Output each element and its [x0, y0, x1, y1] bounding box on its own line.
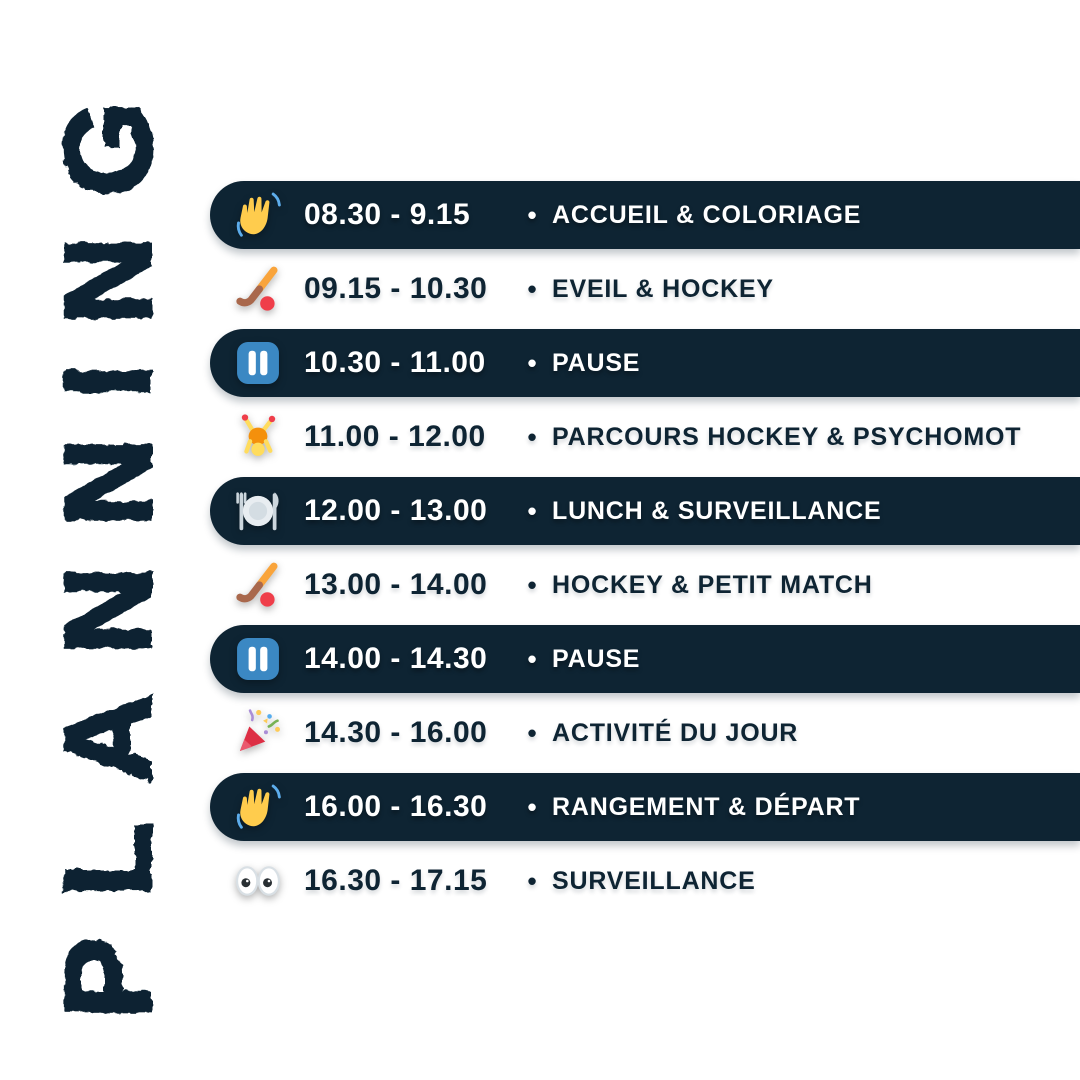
time-range: 08.30 - 9.15	[304, 198, 471, 231]
pause-button-icon	[232, 337, 284, 389]
waving-hand-icon	[232, 189, 284, 241]
activity-label: EVEIL & HOCKEY	[552, 274, 774, 303]
bullet-point: •	[527, 421, 537, 452]
waving-hand-icon	[232, 781, 284, 833]
field-hockey-icon	[232, 263, 284, 315]
time-range: 10.30 - 11.00	[304, 346, 486, 379]
activity-label: PARCOURS HOCKEY & PSYCHOMOT	[552, 422, 1022, 451]
bullet-point: •	[527, 865, 537, 896]
time-range: 13.00 - 14.00	[304, 568, 488, 601]
schedule-row-accueil	[0, 181, 1080, 249]
schedule-row-pause-2	[0, 625, 1080, 693]
time-range: 12.00 - 13.00	[304, 494, 488, 527]
time-range: 16.30 - 17.15	[304, 864, 488, 897]
time-range: 09.15 - 10.30	[304, 272, 488, 305]
party-popper-icon	[232, 707, 284, 759]
schedule-row-activite	[0, 699, 1080, 767]
bullet-point: •	[527, 643, 537, 674]
bullet-point: •	[527, 791, 537, 822]
bullet-point: •	[527, 347, 537, 378]
schedule-list	[0, 181, 1080, 921]
activity-label: LUNCH & SURVEILLANCE	[552, 496, 882, 525]
activity-label: SURVEILLANCE	[552, 866, 756, 895]
eyes-icon	[232, 855, 284, 907]
poster-title-vertical: PLANNING	[40, 61, 176, 1019]
schedule-row-eveil-hockey	[0, 255, 1080, 323]
bullet-point: •	[527, 717, 537, 748]
pause-button-icon	[232, 633, 284, 685]
bullet-point: •	[527, 273, 537, 304]
bullet-point: •	[527, 199, 537, 230]
activity-label: HOCKEY & PETIT MATCH	[552, 570, 873, 599]
time-range: 11.00 - 12.00	[304, 420, 486, 453]
time-range: 14.30 - 16.00	[304, 716, 488, 749]
bullet-point: •	[527, 495, 537, 526]
schedule-row-lunch	[0, 477, 1080, 545]
schedule-row-rangement	[0, 773, 1080, 841]
schedule-row-pause-1	[0, 329, 1080, 397]
time-range: 16.00 - 16.30	[304, 790, 488, 823]
schedule-row-parcours	[0, 403, 1080, 471]
schedule-row-surveillance	[0, 847, 1080, 915]
activity-label: PAUSE	[552, 644, 641, 673]
fork-knife-plate-icon	[232, 485, 284, 537]
time-range: 14.00 - 14.30	[304, 642, 488, 675]
cartwheel-icon	[232, 411, 284, 463]
activity-label: RANGEMENT & DÉPART	[552, 792, 861, 821]
activity-label: PAUSE	[552, 348, 641, 377]
field-hockey-icon	[232, 559, 284, 611]
bullet-point: •	[527, 569, 537, 600]
activity-label: ACTIVITÉ DU JOUR	[552, 718, 799, 747]
schedule-row-hockey-match	[0, 551, 1080, 619]
activity-label: ACCUEIL & COLORIAGE	[552, 200, 862, 229]
